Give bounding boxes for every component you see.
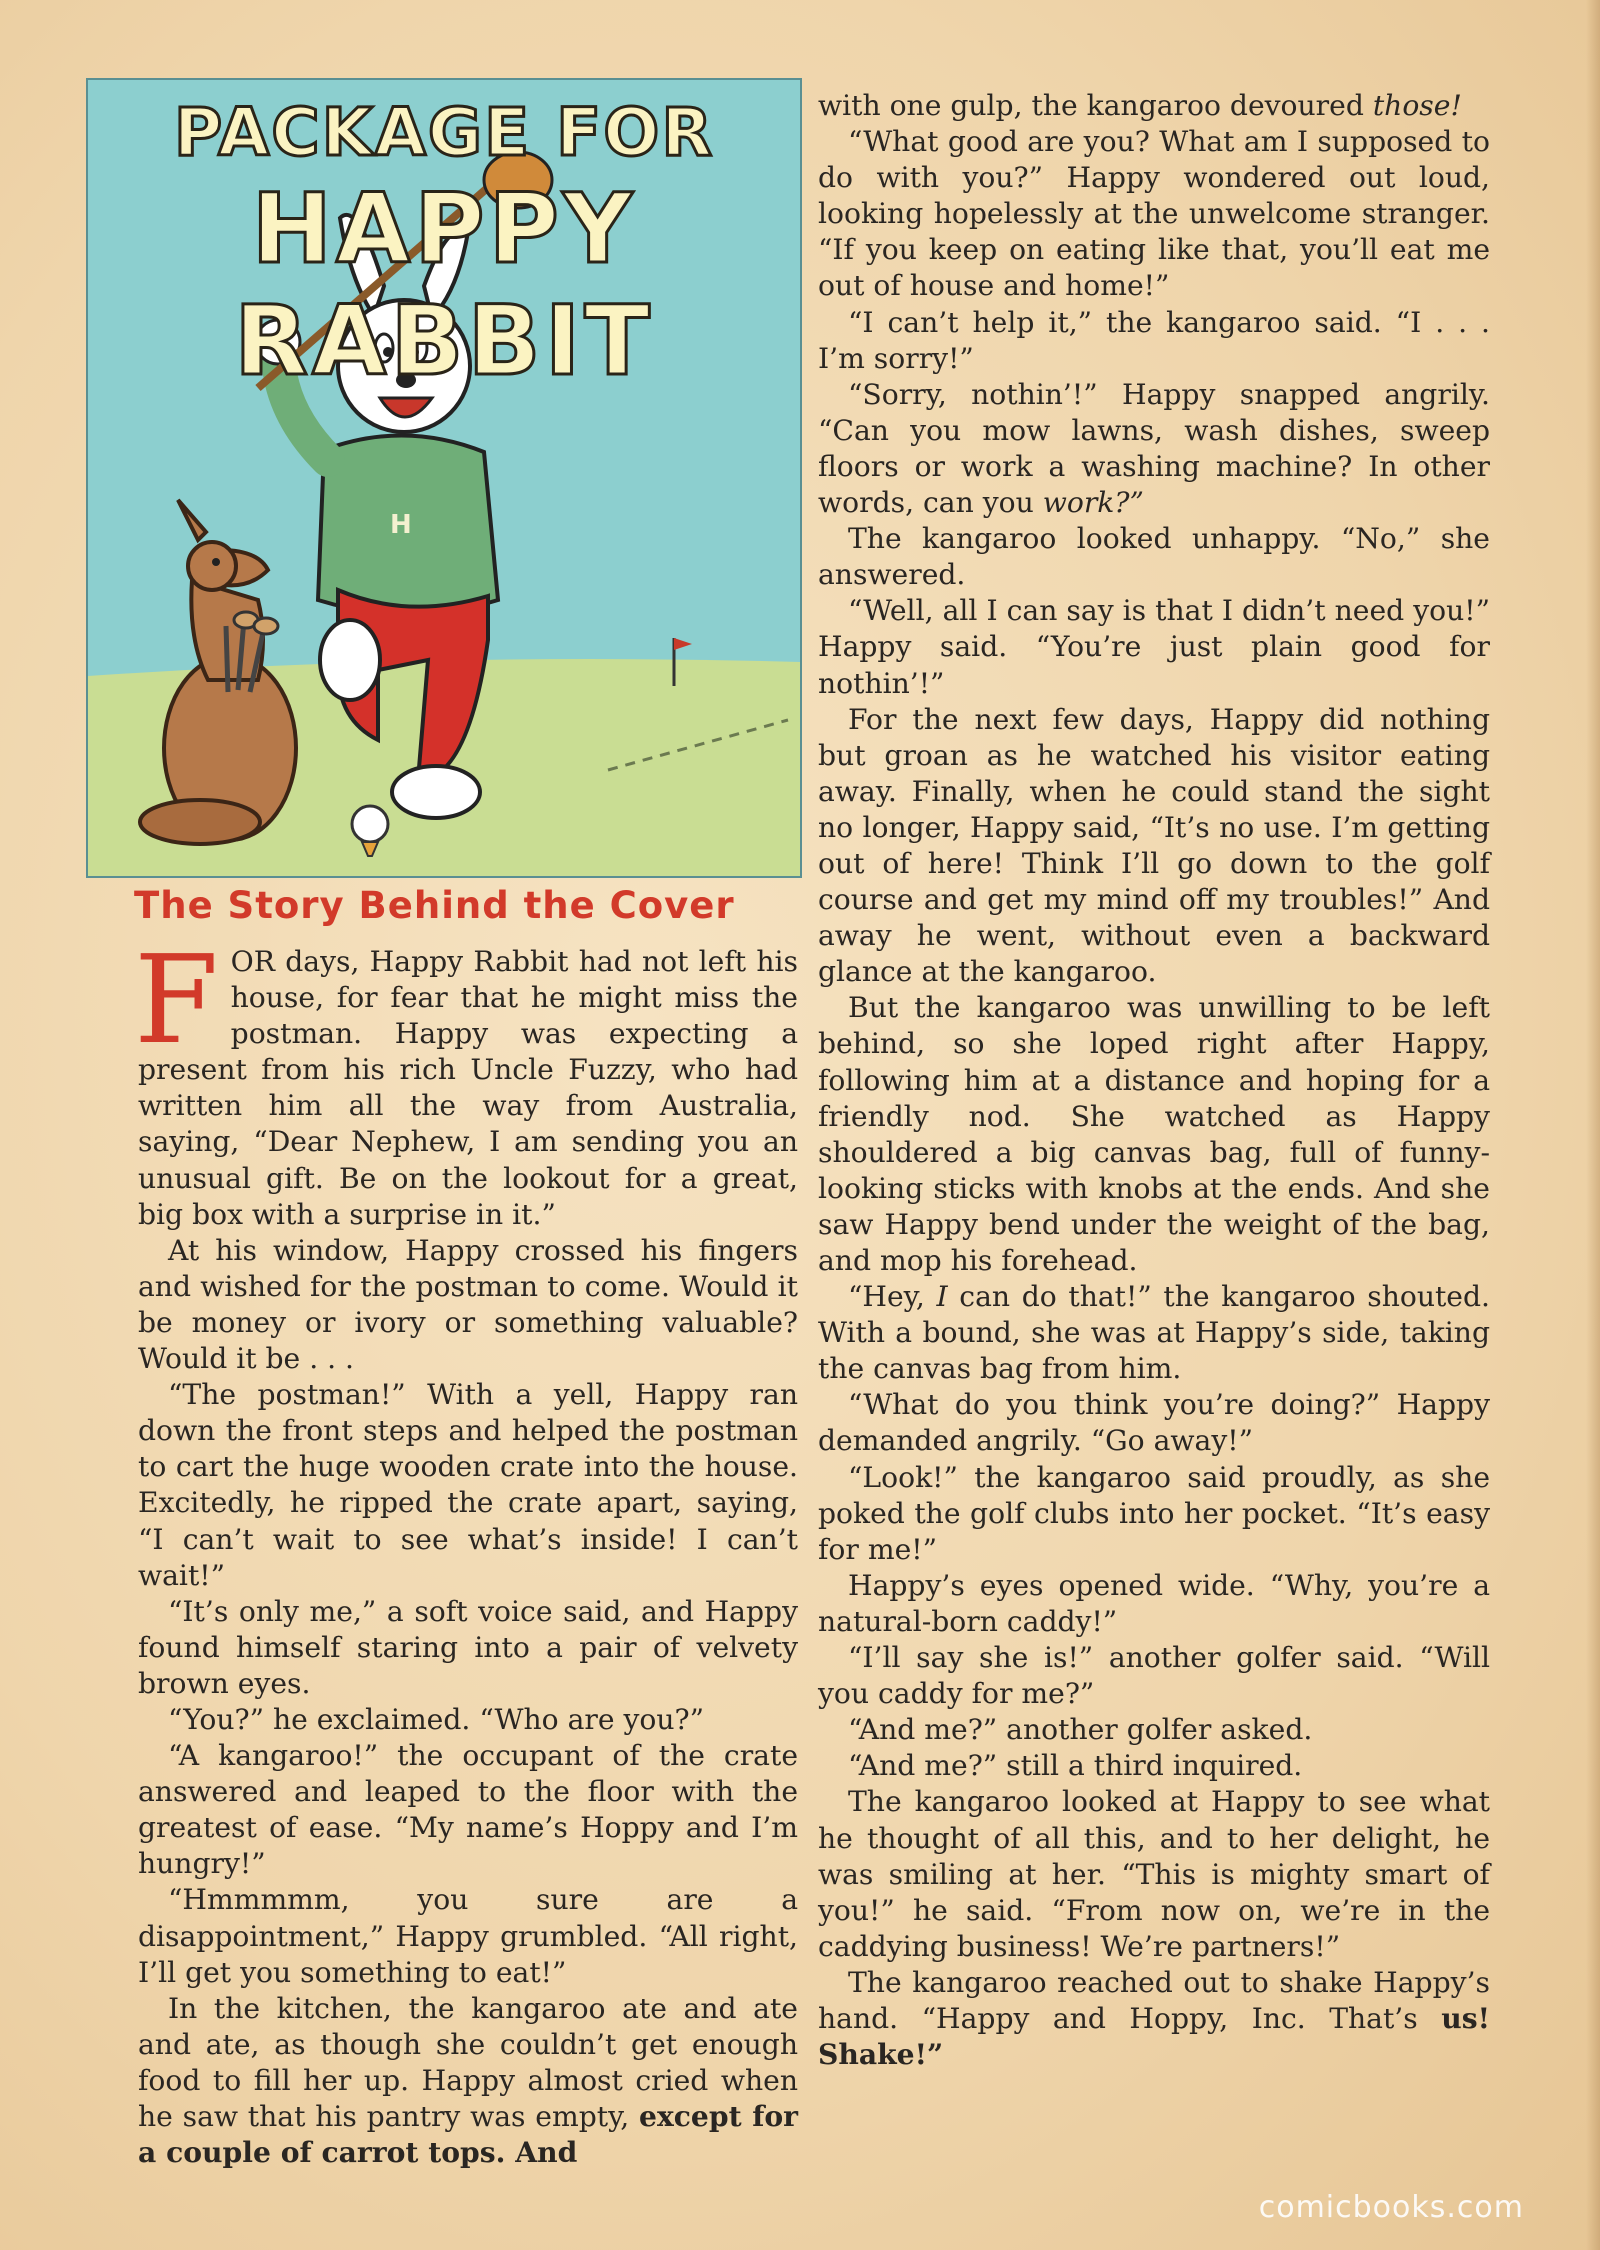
paragraph-text-bold: except for a couple of carrot tops. And: [138, 2100, 799, 2170]
page-edge-shadow: [1586, 0, 1600, 2250]
section-title: The Story Behind the Cover: [134, 884, 735, 927]
paragraph-text: The kangaroo reached out to shake Happy’s hand. “Happy and Hoppy, Inc. That’s: [818, 1965, 1490, 2035]
paragraph-text-bold: us! Shake!”: [818, 2001, 1490, 2072]
drop-cap: F: [134, 929, 219, 1071]
paragraph: The kangaroo looked unhappy. “No,” she answered.: [818, 522, 1490, 592]
paragraph: “You?” he exclaimed. “Who are you?”: [168, 1702, 705, 1736]
paragraph: [818, 377, 1490, 521]
paragraph-text-italic: I: [936, 1280, 948, 1314]
cover-title-line2: HAPPY RABBIT: [234, 173, 654, 397]
paragraph-text: OR days, Happy Rabbit had not left his house, for fear that he might miss the postman. Happy was expecting a present from his rich Uncle Fuzzy, who had written him all the way from Australia, saying, “Dear Nephew, I am sending you an unusual gift. Be on the lookout for a great, big box with a surprise in it.”: [138, 945, 798, 1231]
paragraph-text: “Hey,: [848, 1280, 925, 1314]
paragraph: The kangaroo looked at Happy to see what he thought of all this, and to her delight, he was smiling at her. “This is mighty smart of you!” he said. “From now on, we’re in the caddying business! We’re partners!”: [818, 1785, 1490, 1963]
paragraph: “And me?” still a third inquired.: [848, 1749, 1303, 1783]
story-column-left: [134, 929, 799, 2171]
paragraph: [818, 1279, 1490, 1387]
paragraph-text-italic: work?”: [1042, 486, 1144, 520]
sweater-letter: H: [390, 510, 412, 540]
paragraph-text: with one gulp, the kangaroo devoured: [818, 89, 1364, 122]
paragraph: “The postman!” With a yell, Happy ran down the front steps and helped the postman to cart the huge wooden crate into the house. Excitedly, he ripped the crate apart, saying, “I can’t wait to see what’s inside! I can’t wait!”: [138, 1378, 798, 1592]
paragraph: “Look!” the kangaroo said proudly, as she poked the golf clubs into her pocket. “It’s easy for me!”: [818, 1460, 1490, 1566]
paragraph: “A kangaroo!” the occupant of the crate answered and leaped to the floor with the greatest of ease. “My name’s Hoppy and I’m hungry!”: [138, 1739, 798, 1881]
paragraph-text: can do that!” the kangaroo shouted. With a bound, she was at Happy’s side, taking the canvas bag from him.: [818, 1280, 1490, 1386]
paragraph: [134, 929, 798, 1233]
cover-illustration: [86, 78, 802, 878]
paragraph: “It’s only me,” a soft voice said, and Happy found himself staring into a pair of velvety brown eyes.: [138, 1594, 798, 1700]
paragraph: For the next few days, Happy did nothing but groan as he watched his visitor eating away. Finally, when he could stand the sight no longer, Happy said, “It’s no use. I’m getting out of here! Think I’ll go down to the golf course and get my mind off my troubles!” And away he went, without even a backward glance at the kangaroo.: [818, 702, 1490, 989]
paragraph: But the kangaroo was unwilling to be left behind, so she loped right after Happy, following him at a distance and hoping for a friendly nod. She watched as Happy shouldered a big canvas bag, full of funny-looking sticks with knobs at the ends. And she saw Happy bend under the weight of the bag, and mop his forehead.: [818, 991, 1490, 1277]
story-column-right: [818, 88, 1490, 2073]
cover-title-line1: PACKAGE FOR: [173, 94, 715, 171]
golf-ball: [352, 806, 388, 842]
paragraph: [818, 88, 1490, 124]
paragraph: “Well, all I can say is that I didn’t need you!” Happy said. “You’re just plain good for nothin’!”: [818, 594, 1490, 700]
site-watermark: comicbooks.com: [1258, 2190, 1524, 2225]
paragraph: [818, 1965, 1490, 2073]
paragraph-text-italic: those!: [1372, 89, 1462, 122]
paragraph: “What good are you? What am I supposed to do with you?” Happy wondered out loud, looking hopelessly at the unwelcome stranger. “If you keep on eating like that, you’ll eat me out of house and home!”: [818, 125, 1490, 303]
paragraph: “Hmmmmm, you sure are a disappointment,” Happy grumbled. “All right, I’ll get you something to eat!”: [138, 1883, 798, 1989]
paragraph: [138, 1991, 798, 2171]
paragraph: Happy’s eyes opened wide. “Why, you’re a natural-born caddy!”: [818, 1568, 1490, 1638]
cover-title: [88, 80, 800, 397]
paragraph: “I’ll say she is!” another golfer said. “Will you caddy for me?”: [818, 1641, 1490, 1711]
paragraph: “What do you think you’re doing?” Happy demanded angrily. “Go away!”: [818, 1388, 1490, 1458]
paragraph: At his window, Happy crossed his fingers and wished for the postman to come. Would it be money or ivory or something valuable? Would it be . . .: [138, 1233, 798, 1376]
paragraph-text: In the kitchen, the kangaroo ate and ate and ate, as though she couldn’t get enough food to fill her up. Happy almost cried when he saw that his pantry was empty,: [138, 1991, 798, 2133]
paragraph-text: “Sorry, nothin’!” Happy snapped angrily. “Can you mow lawns, wash dishes, sweep floors or work a washing machine? In other words, can you: [818, 377, 1490, 520]
paragraph: “And me?” another golfer asked.: [848, 1713, 1313, 1747]
paragraph: “I can’t help it,” the kangaroo said. “I . . . I’m sorry!”: [818, 305, 1490, 375]
